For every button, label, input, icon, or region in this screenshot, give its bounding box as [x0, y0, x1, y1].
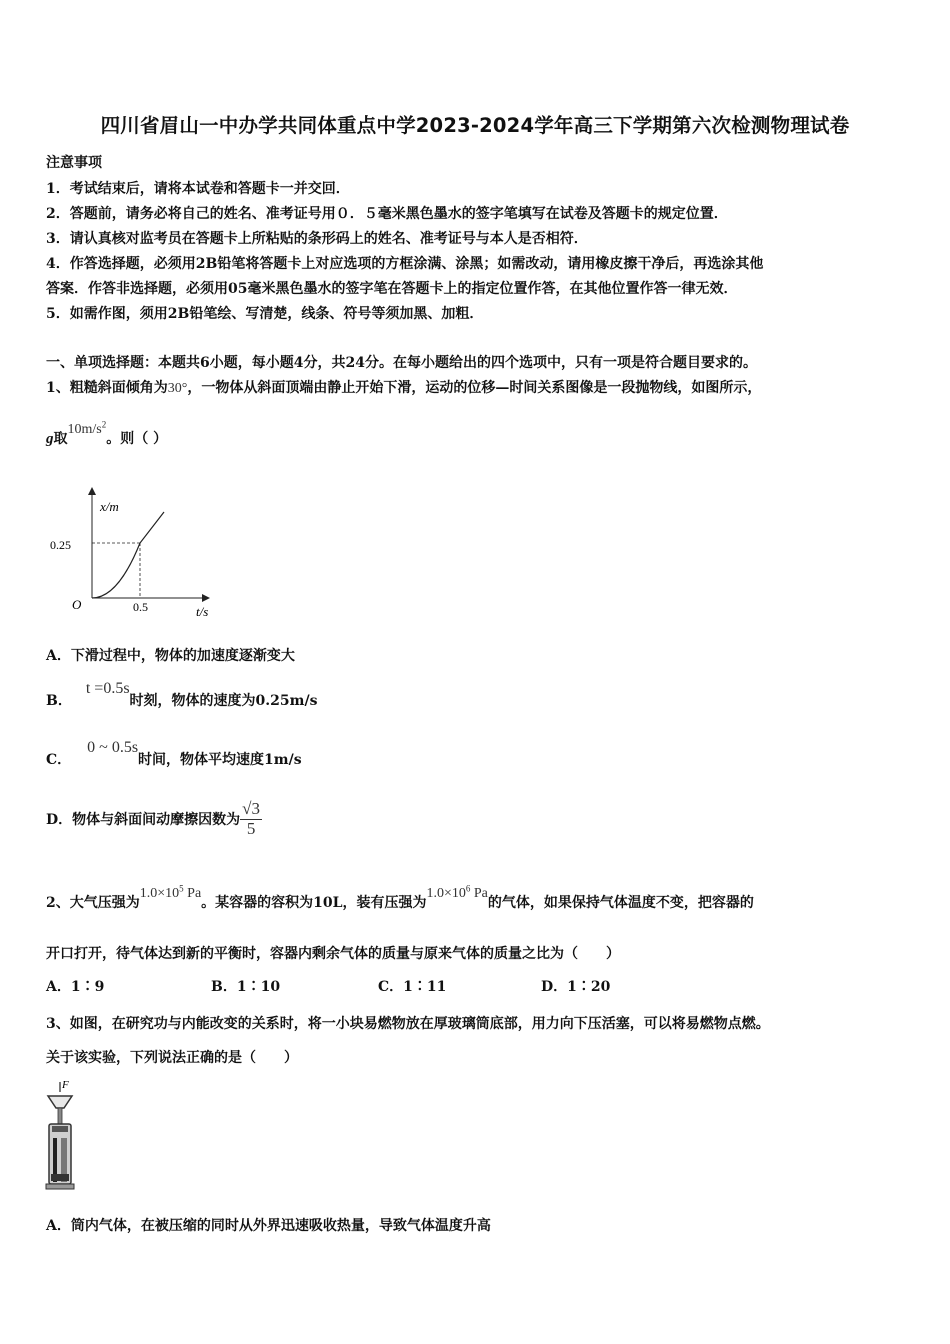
notice-item: 1．考试结束后，请将本试卷和答题卡一并交回．: [46, 181, 350, 197]
q1-option-b: B．t =0.5s时刻，物体的速度为0.25m/s: [46, 680, 318, 709]
notice-item: 答案．作答非选择题，必须用05毫米黑色墨水的签字笔在答题卡上的指定位置作答，在其他位置作答一律无效．: [46, 281, 738, 297]
piston-head: [52, 1126, 68, 1132]
force-label: F: [62, 1079, 69, 1091]
cylinder-base: [46, 1184, 74, 1189]
notice-item: 3．请认真核对监考员在答题卡上所粘贴的条形码上的姓名、准考证号与本人是否相符．: [46, 231, 588, 247]
notice-heading: 注意事项: [46, 155, 102, 171]
displacement-time-graph: [48, 485, 228, 620]
q1-option-c: C．0 ~ 0.5s时间，物体平均速度1m/s: [46, 739, 302, 768]
section-heading: 一、单项选择题：本题共6小题，每小题4分，共24分。在每小题给出的四个选项中，只有一项是符合题目要求的。: [46, 355, 757, 371]
q2-options-row: [46, 976, 610, 996]
math-expression: 0 ~ 0.5s: [87, 739, 139, 756]
q2-option-d: D．1∶20: [541, 979, 611, 995]
angle-value: 30°: [167, 381, 188, 396]
fraction: $\frac{√3}{5}$: [242, 799, 260, 838]
question-3-stem-line2: 关于该实验，下列说法正确的是（ ）: [46, 1050, 298, 1066]
math-expression: t =0.5s: [85, 680, 130, 697]
g-value: $10m/s^2$: [67, 419, 107, 437]
notice-item: 5．如需作图，须用2B铅笔绘、写清楚，线条、符号等须加黑、加粗．: [46, 306, 484, 322]
q1-option-a: A．下滑过程中，物体的加速度逐渐变大: [46, 648, 295, 664]
g-symbol: g: [46, 431, 54, 447]
page-title: 四川省眉山一中办学共同体重点中学2023-2024学年高三下学期第六次检测物理试卷: [100, 114, 850, 137]
q2-option-a: A．1∶9: [46, 979, 105, 995]
question-1-stem: [46, 377, 761, 397]
q2-option-c: C．1∶11: [378, 979, 447, 995]
question-2-stem-line2: 开口打开，待气体达到新的平衡时，容器内剩余气体的质量与原来气体的质量之比为（ ）: [46, 946, 620, 962]
stem-text: 取: [53, 431, 68, 447]
pressure-value-1: $1.0\times 10^5$ Pa: [139, 883, 202, 901]
piston-handle: [48, 1096, 72, 1108]
x-axis-label: t/s: [196, 604, 209, 619]
stem-text: ，一物体从斜面顶端由静止开始下滑，运动的位移—时间关系图像是一段抛物线，如图所示，: [187, 380, 762, 396]
question-2-stem: 2、大气压强为$1.0\times 10^5$ Pa。某容器的容积为10L，装有压强为$1.0\times 10^6$ Pa的气体，如果保持气体温度不变，把容器的: [46, 883, 754, 911]
q3-option-a: A．筒内气体，在被压缩的同时从外界迅速吸收热量，导致气体温度升高: [46, 1218, 491, 1234]
question-1-stem-line2: [46, 419, 168, 448]
y-axis-label: x/m: [100, 499, 119, 514]
flammable-material: [51, 1174, 69, 1181]
origin-label: O: [72, 597, 82, 612]
question-3-stem: 3、如图，在研究功与内能改变的关系时，将一小块易燃物放在厚玻璃筒底部，用力向下压活塞，可以将易燃物点燃。: [46, 1016, 770, 1032]
stem-text: 1、粗糙斜面倾角为: [46, 380, 168, 396]
x-tick-label: 0.5: [133, 600, 148, 614]
q2-option-b: B．1∶10: [211, 979, 281, 995]
y-tick-label: 0.25: [50, 538, 71, 552]
parabola-curve: [92, 512, 164, 598]
notice-item: 2．答题前，请务必将自己的姓名、准考证号用０．５毫米黑色墨水的签字笔填写在试卷及答题卡的规定位置．: [46, 206, 728, 222]
stem-text: 。则（ ）: [106, 431, 168, 447]
piston-cylinder-illustration: [38, 1078, 84, 1193]
notice-item: 4．作答选择题，必须用2B铅笔将答题卡上对应选项的方框涂满、涂黑；如需改动，请用橡皮擦干净后，再选涂其他: [46, 256, 764, 272]
pressure-value-2: $1.0\times 10^6$ Pa: [426, 883, 488, 901]
q1-option-d: D．物体与斜面间动摩擦因数为 $\frac{√3}{5}$: [46, 799, 260, 838]
